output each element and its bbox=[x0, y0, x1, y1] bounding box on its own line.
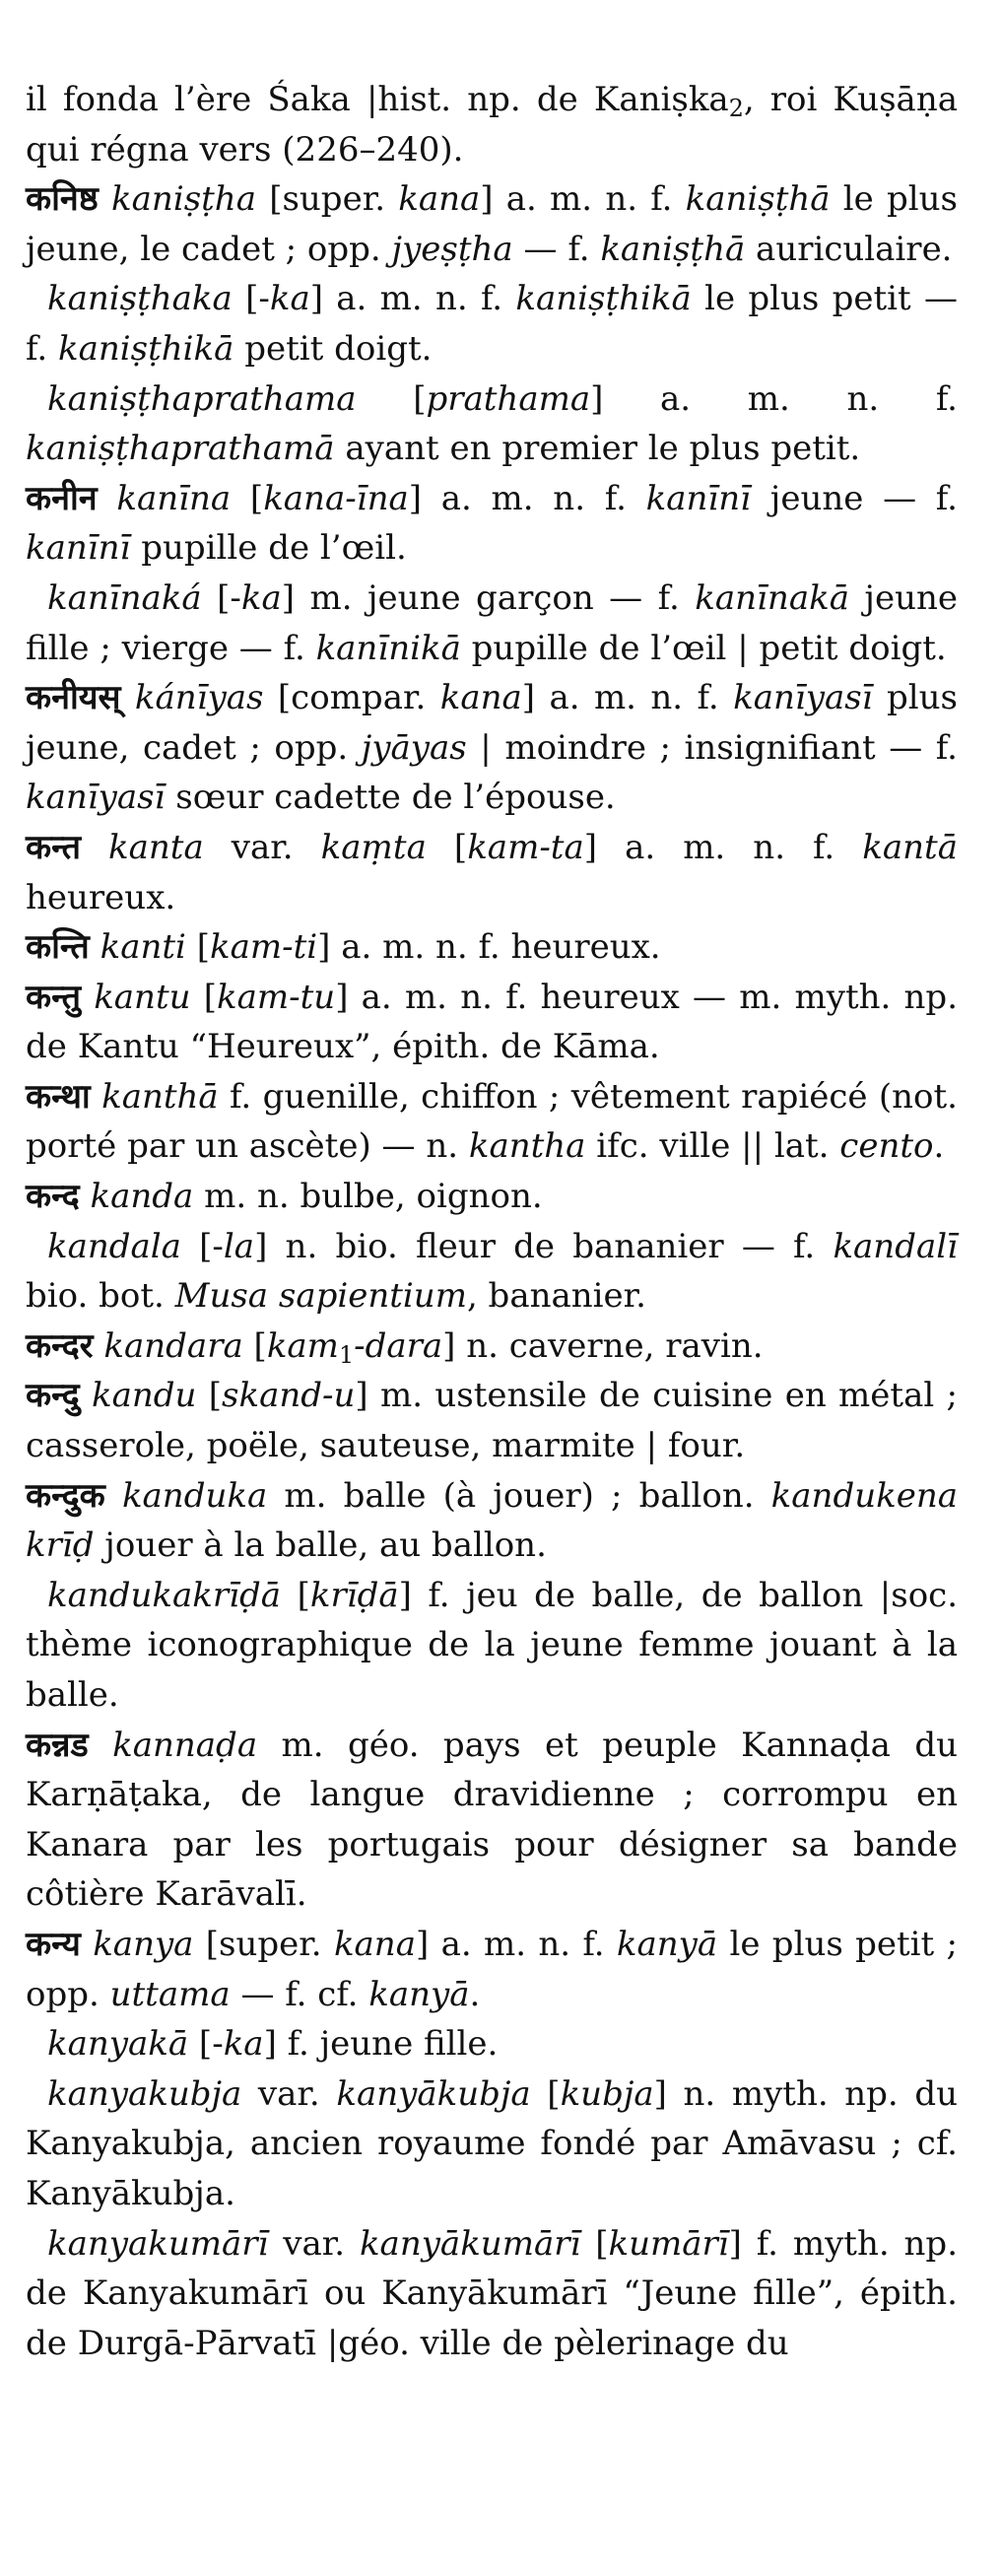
entry-text bbox=[81, 1925, 93, 1964]
entry-text: ] a. m. n. f. bbox=[521, 678, 734, 718]
headword-devanagari: कन्दुक bbox=[26, 1475, 105, 1516]
sub-entry bbox=[26, 2069, 958, 2219]
headword-devanagari: कन्नड bbox=[26, 1725, 89, 1765]
entry-text: [compar. bbox=[263, 678, 440, 718]
italic-term: kanīnī bbox=[26, 528, 131, 569]
italic-term: kubja bbox=[560, 2073, 654, 2114]
italic-term: kanīnī bbox=[645, 478, 752, 518]
italic-term: kaniṣṭhaka bbox=[47, 279, 233, 319]
italic-term: ka bbox=[223, 2024, 264, 2065]
headword-devanagari: कन्दर bbox=[26, 1325, 94, 1366]
headword-devanagari: कन्तु bbox=[26, 977, 81, 1017]
entry-text bbox=[94, 1326, 104, 1366]
italic-term: kanyakubja bbox=[47, 2073, 242, 2114]
entry-text: m. géo. pays et peuple Kannaḍa du Karṇāṭaka, de langue dravidienne ; corrompu en Kanara par les portugais pour désigner sa bande côtière Karāvalī. bbox=[26, 1725, 959, 1915]
italic-term: kaniṣṭhā bbox=[685, 179, 831, 220]
headword-devanagari: कनिष्ठ bbox=[26, 179, 99, 220]
entry-text bbox=[89, 1726, 112, 1765]
dictionary-entry bbox=[26, 1721, 958, 1920]
dictionary-entry bbox=[26, 1471, 958, 1571]
dictionary-entry bbox=[26, 1920, 958, 2019]
entry-text bbox=[121, 678, 135, 717]
italic-term: kana-īna bbox=[263, 478, 409, 518]
sub-entry bbox=[26, 574, 958, 673]
entry-text: ] a. m. n. f. bbox=[415, 1924, 617, 1964]
italic-term: kaniṣṭhikā bbox=[58, 328, 234, 369]
dictionary-entry bbox=[26, 75, 958, 174]
entry-text: plus jeune, cadet ; opp. bbox=[26, 678, 958, 768]
italic-term: kam-ti bbox=[209, 927, 318, 968]
italic-term: kandalī bbox=[833, 1226, 958, 1266]
sub-entry bbox=[26, 1222, 958, 1322]
headword-devanagari: कन्त bbox=[26, 827, 81, 867]
italic-term: kaniṣṭhaprathamā bbox=[26, 429, 335, 469]
entry-text: f. guenille, chiffon ; vêtement rapiécé (not. porté par un ascète) — n. bbox=[26, 1076, 958, 1167]
italic-term: kumārī bbox=[608, 2223, 729, 2264]
entry-text: var. bbox=[203, 827, 321, 867]
entry-text: pupille de l’œil. bbox=[130, 528, 407, 569]
entry-text: ] m. jeune garçon — f. bbox=[281, 577, 696, 618]
italic-term: kanya bbox=[93, 1924, 194, 1964]
entry-text: ifc. ville || lat. bbox=[585, 1126, 840, 1167]
entry-text: jouer à la balle, au ballon. bbox=[94, 1525, 547, 1566]
italic-term: kana bbox=[398, 179, 481, 220]
entry-text: [ bbox=[196, 1376, 223, 1416]
italic-term: la bbox=[223, 1226, 255, 1266]
italic-term: kaniṣṭhā bbox=[600, 229, 746, 269]
italic-term: kana bbox=[439, 678, 522, 718]
entry-text: heureux. bbox=[26, 877, 176, 917]
entry-text: [ bbox=[530, 2073, 561, 2114]
italic-term: kana bbox=[333, 1924, 416, 1964]
italic-term: kanyā bbox=[616, 1924, 718, 1964]
subscript: 2 bbox=[728, 94, 744, 122]
italic-term: kanduka bbox=[121, 1475, 268, 1516]
entry-text: jeune — f. bbox=[751, 478, 958, 518]
entry-text: | moindre ; insignifiant — f. bbox=[466, 727, 958, 768]
italic-term: jyāyas bbox=[361, 727, 467, 768]
sub-entry bbox=[26, 274, 958, 373]
headword-devanagari: कन्द bbox=[26, 1177, 80, 1217]
italic-term: ka bbox=[269, 279, 310, 319]
entry-text: ] a. m. n. f. bbox=[408, 478, 646, 518]
entry-text: ] a. m. n. f. bbox=[590, 378, 958, 419]
headword-devanagari: कन्य bbox=[26, 1924, 81, 1964]
entry-text: [- bbox=[201, 577, 241, 618]
entry-text: var. bbox=[268, 2223, 360, 2264]
entry-text: ] a. m. n. f. bbox=[309, 279, 516, 319]
entry-text bbox=[99, 179, 111, 219]
italic-term: kam bbox=[266, 1325, 339, 1366]
entry-text: [super. bbox=[193, 1924, 334, 1964]
italic-term: kanda bbox=[90, 1177, 194, 1217]
entry-text bbox=[105, 1476, 122, 1516]
italic-term: kanyākumārī bbox=[359, 2223, 581, 2264]
italic-term: kantā bbox=[862, 827, 958, 867]
sub-entry bbox=[26, 2019, 958, 2069]
italic-term: kanyākubja bbox=[336, 2073, 531, 2114]
entry-text: le plus petit ; opp. bbox=[26, 1924, 958, 2014]
italic-term: skand-u bbox=[222, 1376, 356, 1416]
italic-term: kanīnikā bbox=[315, 628, 461, 668]
entry-text: ] n. myth. np. du Kanyakubja, ancien royaume fondé par Amāvasu ; cf. Kanyākubja. bbox=[26, 2073, 958, 2213]
headword-devanagari: कन्था bbox=[26, 1076, 91, 1117]
entry-text: ] f. myth. np. de Kanyakumārī ou Kanyākumārī “Jeune fille”, épith. de Durgā-Pārvatī |géo. ville de pèlerinage du bbox=[26, 2223, 959, 2363]
entry-text: ] a. m. n. f. heureux — m. myth. np. de Kantu “Heureux”, épith. de Kāma. bbox=[26, 977, 959, 1067]
headword-devanagari: कन्ति bbox=[26, 927, 90, 968]
italic-term: Musa sapientium bbox=[174, 1276, 467, 1317]
italic-term: kantu bbox=[94, 977, 191, 1017]
entry-text: sœur cadette de l’épouse. bbox=[165, 778, 616, 818]
entry-text: ] m. ustensile de cuisine en métal ; casserole, poële, sauteuse, marmite | four. bbox=[26, 1376, 958, 1466]
entry-text: ] f. jeune fille. bbox=[263, 2024, 499, 2065]
subscript: 1 bbox=[338, 1340, 355, 1369]
entry-text: ] a. m. n. f. bbox=[583, 827, 863, 867]
italic-term: kanyā bbox=[368, 1974, 470, 2014]
entry-text: [ bbox=[242, 1325, 267, 1366]
entry-text: — f. bbox=[512, 229, 601, 269]
headword-devanagari: कन्दु bbox=[26, 1376, 80, 1416]
entry-text: ] n. caverne, ravin. bbox=[442, 1325, 764, 1366]
headword-devanagari: कनीयस् bbox=[26, 678, 121, 718]
italic-term: uttama bbox=[109, 1974, 231, 2014]
entry-text bbox=[98, 479, 117, 518]
italic-term: krīḍā bbox=[309, 1575, 399, 1615]
italic-term: kanyakumārī bbox=[47, 2223, 269, 2264]
entry-text: le plus petit — f. bbox=[26, 279, 959, 369]
entry-text: [- bbox=[180, 1226, 224, 1266]
dictionary-entry bbox=[26, 823, 958, 922]
italic-term: kanīna bbox=[116, 478, 232, 518]
italic-term: kantha bbox=[468, 1126, 586, 1167]
entry-text: ] a. m. n. f. heureux. bbox=[317, 927, 661, 968]
dictionary-entry bbox=[26, 174, 958, 274]
entry-text: [ bbox=[231, 478, 264, 518]
entry-text: [- bbox=[188, 2024, 224, 2065]
entry-text: [super. bbox=[255, 179, 399, 220]
italic-term: prathama bbox=[426, 378, 591, 419]
entry-text: il fonda l’ère Śaka |hist. np. de Kaniṣka bbox=[26, 80, 729, 119]
entry-text: var. bbox=[241, 2073, 337, 2114]
headword-devanagari: कनीन bbox=[26, 478, 98, 518]
italic-term: kanīyasī bbox=[26, 778, 166, 818]
entry-text: . bbox=[469, 1974, 481, 2014]
entry-text bbox=[90, 927, 100, 967]
entry-text: petit doigt. bbox=[234, 328, 433, 369]
entry-text bbox=[80, 1177, 91, 1216]
italic-term: kaniṣṭha bbox=[111, 179, 256, 220]
dictionary-entry bbox=[26, 922, 958, 973]
italic-term: jyeṣṭha bbox=[391, 229, 513, 269]
italic-term: kandukena krīḍ bbox=[26, 1475, 958, 1566]
italic-term: kanti bbox=[100, 927, 186, 968]
italic-term: kandu bbox=[92, 1376, 197, 1416]
dictionary-entry bbox=[26, 673, 958, 823]
dictionary-entry bbox=[26, 1371, 958, 1470]
italic-term: cento bbox=[839, 1126, 934, 1167]
entry-text: [ bbox=[580, 2223, 609, 2264]
entry-text bbox=[81, 828, 108, 867]
entry-text: [ bbox=[185, 927, 210, 968]
italic-term: -dara bbox=[354, 1325, 443, 1366]
italic-term: kandala bbox=[47, 1226, 181, 1266]
entry-text bbox=[81, 978, 94, 1017]
entry-text: jeune fille ; vierge — f. bbox=[26, 577, 959, 668]
italic-term: kam-tu bbox=[217, 977, 336, 1017]
dictionary-entry bbox=[26, 474, 958, 574]
entry-text: m. n. bulbe, oignon. bbox=[193, 1177, 543, 1217]
italic-term: kanīnakā bbox=[695, 577, 849, 618]
entry-text: le plus jeune, le cadet ; opp. bbox=[26, 179, 958, 269]
entry-text: [ bbox=[190, 977, 218, 1017]
italic-term: kanyakā bbox=[47, 2024, 189, 2065]
entry-text: m. balle (à jouer) ; ballon. bbox=[267, 1475, 771, 1516]
dictionary-entry bbox=[26, 973, 958, 1072]
italic-term: kandara bbox=[103, 1325, 243, 1366]
dictionary-entry bbox=[26, 1172, 958, 1222]
italic-term: kanīnaká bbox=[47, 577, 202, 618]
italic-term: kandukakrīḍā bbox=[47, 1575, 282, 1615]
italic-term: kannaḍa bbox=[112, 1725, 258, 1765]
entry-text: . bbox=[933, 1126, 945, 1167]
entry-text bbox=[91, 1077, 101, 1117]
entry-text: bio. bot. bbox=[26, 1276, 175, 1317]
sub-entry bbox=[26, 2219, 958, 2369]
entry-text: auriculaire. bbox=[745, 229, 953, 269]
sub-entry bbox=[26, 1571, 958, 1721]
entry-text: [ bbox=[426, 827, 468, 867]
italic-term: kaniṣṭhaprathama bbox=[47, 378, 357, 419]
entry-text: ayant en premier le plus petit. bbox=[334, 429, 861, 469]
italic-term: kaṃta bbox=[320, 827, 427, 867]
entry-text: [ bbox=[356, 378, 427, 419]
italic-term: kam-ta bbox=[467, 827, 584, 867]
entry-text: , roi Kuṣāṇa qui régna vers (226–240). bbox=[26, 80, 958, 169]
entry-text: — f. cf. bbox=[230, 1974, 369, 2014]
entry-text bbox=[80, 1376, 92, 1415]
italic-term: kánīyas bbox=[134, 678, 264, 718]
entry-text: [- bbox=[232, 279, 270, 319]
italic-term: ka bbox=[240, 577, 282, 618]
entry-text: ] a. m. n. f. bbox=[480, 179, 686, 220]
entry-text: ] f. jeu de balle, de ballon |soc. thème iconographique de la jeune femme jouant à la balle. bbox=[26, 1575, 959, 1715]
entry-text: [ bbox=[281, 1575, 310, 1615]
italic-term: kanīyasī bbox=[733, 678, 873, 718]
italic-term: kanthā bbox=[101, 1076, 219, 1117]
italic-term: kaniṣṭhikā bbox=[515, 279, 692, 319]
entry-text: , bananier. bbox=[466, 1276, 646, 1317]
dictionary-entry bbox=[26, 1072, 958, 1172]
italic-term: kanta bbox=[108, 827, 204, 867]
entry-text: pupille de l’œil | petit doigt. bbox=[460, 628, 947, 668]
dictionary-entry bbox=[26, 1322, 958, 1372]
sub-entry bbox=[26, 374, 958, 474]
entry-text: ] n. bio. fleur de bananier — f. bbox=[254, 1226, 834, 1266]
